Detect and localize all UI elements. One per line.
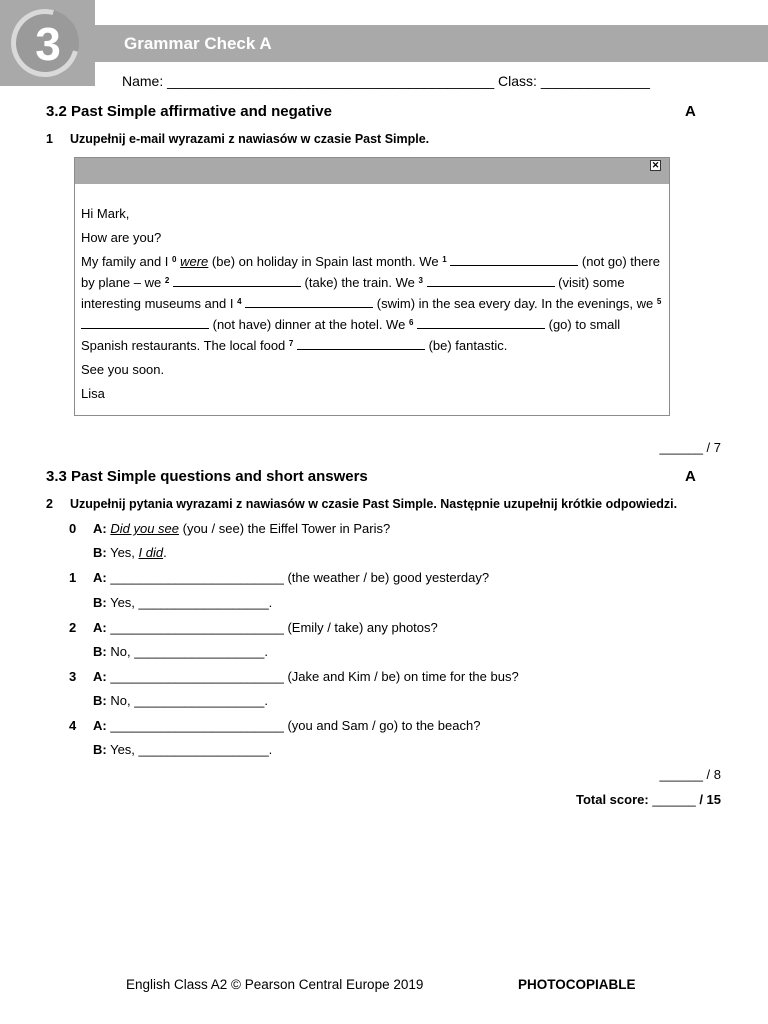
answer-blank[interactable]: __________________ [134, 693, 265, 708]
answer-suffix: . [268, 595, 273, 610]
gap-number: 2 [164, 276, 170, 285]
section-2-score[interactable]: ______ / 8 [659, 767, 721, 782]
email-window [74, 157, 670, 416]
answer-prefix: Yes, [106, 595, 139, 610]
question-text: (Jake and Kim / be) on time for the bus? [283, 669, 519, 684]
email-text: (take) the train. We [300, 275, 419, 290]
question-blank[interactable]: ________________________ [106, 718, 284, 733]
email-title-bar [75, 158, 669, 184]
section-1-score[interactable]: ______ / 7 [659, 440, 721, 455]
gap-2-blank[interactable] [173, 275, 301, 287]
question-row [93, 718, 480, 733]
item-number: 4 [69, 718, 77, 733]
email-text: (be) on holiday in Spain last month. We [208, 254, 443, 269]
answer-blank[interactable]: __________________ [138, 742, 269, 757]
email-text: (visit) some interesting museums and I [81, 275, 625, 311]
question-blank[interactable]: ________________________ [106, 620, 284, 635]
speaker-b-label: B: [93, 644, 107, 659]
question-text: (you and Sam / go) to the beach? [283, 718, 481, 733]
answer-prefix: Yes, [106, 742, 139, 757]
answer-suffix: . [264, 644, 268, 659]
speaker-b-label: B: [93, 545, 107, 560]
speaker-a-label: A: [93, 718, 107, 733]
email-question: How are you? [81, 230, 162, 245]
page-title: Grammar Check A [124, 34, 272, 53]
gap-5-blank[interactable] [81, 317, 209, 329]
item-number: 2 [69, 620, 77, 635]
gap-number: 7 [288, 339, 294, 348]
answer-prefix: Yes, [106, 545, 139, 560]
email-signature: Lisa [81, 386, 105, 401]
total-score-label: Total score: [575, 792, 653, 807]
answer-prefix: No, [106, 693, 135, 708]
answer-suffix: . [264, 693, 268, 708]
section-2-title: 3.3 Past Simple questions and short answers [46, 468, 368, 485]
name-class-line [122, 73, 650, 89]
speaker-a-label: A: [93, 620, 107, 635]
close-icon[interactable]: ✕ [651, 160, 660, 170]
gap-1-blank[interactable] [450, 254, 578, 266]
item-number: 1 [69, 570, 77, 585]
item-number: 3 [69, 669, 77, 684]
email-text: (go) to small Spanish restaurants. The local food [81, 317, 621, 353]
answer-row [93, 595, 272, 610]
question-row [93, 669, 519, 684]
question-text: (the weather / be) good yesterday? [283, 570, 490, 585]
gap-6-blank[interactable] [417, 317, 545, 329]
email-text: (not go) there by plane – we [81, 254, 660, 290]
total-score [576, 792, 721, 807]
class-field[interactable]: ______________ [540, 73, 650, 89]
unit-number: 3 [35, 18, 61, 70]
gap-7-blank[interactable] [297, 338, 425, 350]
speaker-a-label: A: [93, 521, 107, 536]
answer-row [93, 545, 167, 560]
gap-number: 3 [418, 276, 423, 285]
answer-blank[interactable]: __________________ [134, 644, 265, 659]
speaker-a-label: A: [93, 570, 107, 585]
speaker-a-label: A: [93, 669, 107, 684]
gap-4-blank[interactable] [245, 296, 373, 308]
name-label: Name: [122, 73, 168, 89]
gap-number: 1 [442, 255, 447, 264]
unit-badge [0, 0, 95, 86]
exercise-1-instruction: Uzupełnij e-mail wyrazami z nawiasów w czasie Past Simple. [70, 132, 430, 146]
speaker-b-label: B: [93, 693, 107, 708]
gap-number: 0 [172, 255, 177, 264]
exercise-2-instruction: Uzupełnij pytania wyrazami z nawiasów w czasie Past Simple. Następnie uzupełnij krótkie odpowiedzi. [70, 497, 678, 511]
answer-suffix: . [268, 742, 273, 757]
email-text: My family and I [81, 254, 173, 269]
question-row [93, 620, 438, 635]
item-number: 0 [69, 521, 77, 536]
example-answer: Did you see [110, 521, 179, 536]
footer-photocopiable: PHOTOCOPIABLE [518, 977, 636, 992]
email-text: (swim) in the sea every day. In the evenings, we [373, 296, 657, 311]
gap-number: 4 [237, 297, 242, 306]
total-score-blank[interactable]: ______ [652, 792, 696, 807]
answer-suffix: . [163, 545, 167, 560]
email-closing: See you soon. [81, 362, 165, 377]
gap-3-blank[interactable] [427, 275, 555, 287]
answer-row [93, 693, 268, 708]
gap-number: 6 [408, 318, 414, 327]
speaker-b-label: B: [93, 742, 107, 757]
email-body [81, 203, 663, 407]
speaker-b-label: B: [93, 595, 107, 610]
total-score-max: / 15 [695, 792, 721, 807]
question-text: (you / see) the Eiffel Tower in Paris? [179, 521, 391, 536]
footer-copyright: English Class A2 © Pearson Central Europe 2019 [126, 977, 424, 992]
answer-row [93, 742, 272, 757]
email-greeting: Hi Mark, [81, 206, 130, 221]
example-answer: I did [138, 545, 164, 560]
exercise-1-number: 1 [46, 132, 53, 146]
answer-row [93, 644, 268, 659]
email-text: (be) fantastic. [424, 338, 508, 353]
email-text: (not have) dinner at the hotel. We [209, 317, 409, 332]
section-1-grade: A [685, 103, 696, 120]
example-answer: were [180, 254, 209, 269]
question-text: (Emily / take) any photos? [283, 620, 438, 635]
question-blank[interactable]: ________________________ [106, 669, 284, 684]
question-row [93, 521, 390, 536]
class-label: Class: [494, 73, 541, 89]
exercise-2-number: 2 [46, 497, 53, 511]
section-1-title: 3.2 Past Simple affirmative and negative [46, 103, 332, 120]
answer-blank[interactable]: __________________ [138, 595, 269, 610]
email-paragraph [81, 251, 663, 356]
gap-number: 5 [656, 297, 662, 306]
answer-prefix: No, [106, 644, 135, 659]
name-field[interactable]: __________________________________________ [167, 73, 495, 89]
question-row [93, 570, 489, 585]
question-blank[interactable]: ________________________ [106, 570, 284, 585]
section-2-grade: A [685, 468, 696, 485]
